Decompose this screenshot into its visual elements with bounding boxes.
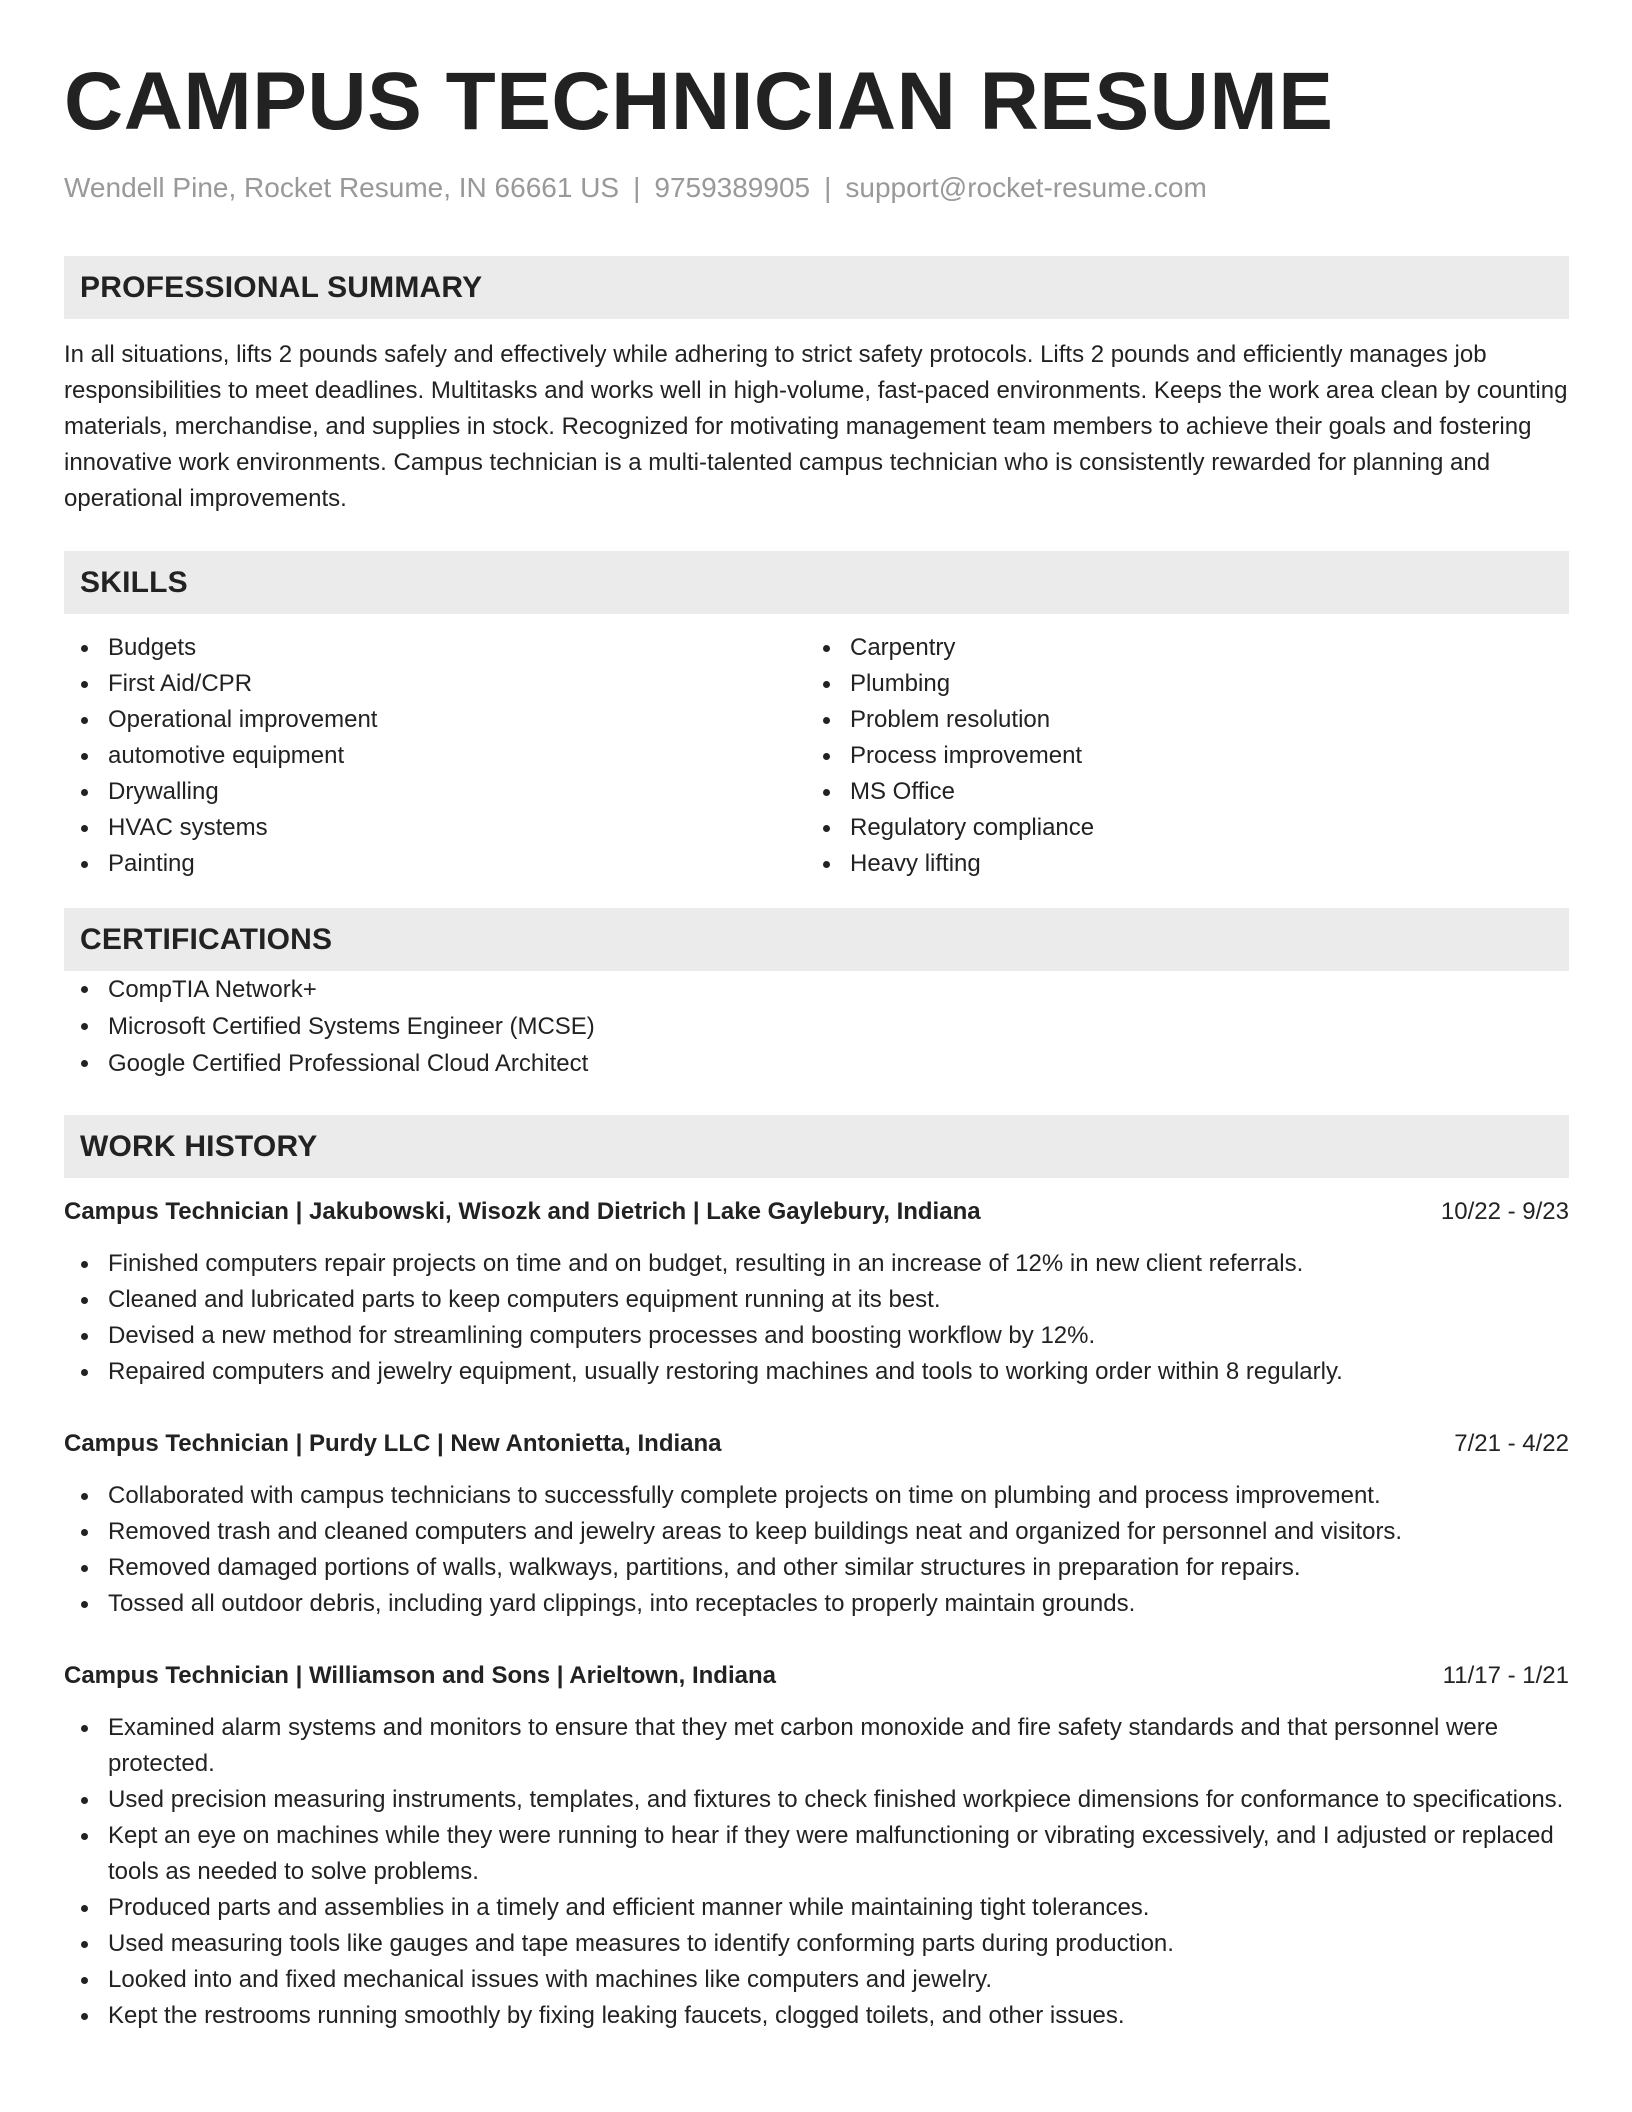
skills-heading: SKILLS — [64, 551, 1569, 614]
job-title: Campus Technician | Williamson and Sons | Arieltown, Indiana — [64, 1662, 776, 1689]
skill-item: Budgets — [64, 630, 806, 666]
job-header — [64, 1658, 1569, 1694]
work-history-heading: WORK HISTORY — [64, 1115, 1569, 1178]
job-title: Campus Technician | Jakubowski, Wisozk and Dietrich | Lake Gaylebury, Indiana — [64, 1198, 981, 1225]
job-dates: 11/17 - 1/21 — [1442, 1662, 1569, 1689]
skill-item: Process improvement — [806, 738, 1548, 774]
skills-right-column — [806, 630, 1548, 882]
skill-item: Plumbing — [806, 666, 1548, 702]
job-header — [64, 1426, 1569, 1462]
contact-separator: | — [633, 172, 641, 203]
skill-item: MS Office — [806, 774, 1548, 810]
job-bullet: Examined alarm systems and monitors to ensure that they met carbon monoxide and fire safety standards and that personnel were protected. — [64, 1710, 1569, 1782]
skills-columns — [64, 630, 1569, 882]
job-entry — [64, 1426, 1569, 1622]
skill-item: Drywalling — [64, 774, 806, 810]
job-bullet: Removed trash and cleaned computers and jewelry areas to keep buildings neat and organized for personnel and visitors. — [64, 1514, 1569, 1550]
skill-item: Problem resolution — [806, 702, 1548, 738]
certification-item: CompTIA Network+ — [64, 971, 1569, 1008]
job-dates: 7/21 - 4/22 — [1454, 1430, 1569, 1457]
job-bullet: Looked into and fixed mechanical issues with machines like computers and jewelry. — [64, 1962, 1569, 1998]
job-bullet: Kept an eye on machines while they were running to hear if they were malfunctioning or vibrating excessively, and I adjusted or replaced tools as needed to solve problems. — [64, 1818, 1569, 1890]
contact-line — [64, 170, 1569, 206]
job-bullets — [64, 1478, 1569, 1622]
contact-phone: 9759389905 — [654, 172, 811, 203]
job-bullet: Cleaned and lubricated parts to keep computers equipment running at its best. — [64, 1282, 1569, 1318]
job-bullet: Collaborated with campus technicians to successfully complete projects on time on plumbing and process improvement. — [64, 1478, 1569, 1514]
job-bullet: Finished computers repair projects on time and on budget, resulting in an increase of 12% in new client referrals. — [64, 1246, 1569, 1282]
skill-item: Carpentry — [806, 630, 1548, 666]
job-bullet: Tossed all outdoor debris, including yard clippings, into receptacles to properly maintain grounds. — [64, 1586, 1569, 1622]
skill-item: First Aid/CPR — [64, 666, 806, 702]
skills-left-column — [64, 630, 806, 882]
job-entry — [64, 1194, 1569, 1390]
certifications-list — [64, 971, 1569, 1082]
summary-heading: PROFESSIONAL SUMMARY — [64, 256, 1569, 319]
skill-item: HVAC systems — [64, 810, 806, 846]
job-bullet: Devised a new method for streamlining computers processes and boosting workflow by 12%. — [64, 1318, 1569, 1354]
job-bullet: Kept the restrooms running smoothly by fixing leaking faucets, clogged toilets, and other issues. — [64, 1998, 1569, 2034]
skill-item: Operational improvement — [64, 702, 806, 738]
certification-item: Google Certified Professional Cloud Architect — [64, 1045, 1569, 1082]
job-bullet: Used measuring tools like gauges and tape measures to identify conforming parts during production. — [64, 1926, 1569, 1962]
job-bullets — [64, 1710, 1569, 2034]
job-title: Campus Technician | Purdy LLC | New Antonietta, Indiana — [64, 1430, 722, 1457]
job-bullet: Removed damaged portions of walls, walkways, partitions, and other similar structures in preparation for repairs. — [64, 1550, 1569, 1586]
contact-address: Wendell Pine, Rocket Resume, IN 66661 US — [64, 172, 620, 203]
skill-item: Painting — [64, 846, 806, 882]
skill-item: Regulatory compliance — [806, 810, 1548, 846]
certifications-heading: CERTIFICATIONS — [64, 908, 1569, 971]
job-bullet: Produced parts and assemblies in a timely and efficient manner while maintaining tight tolerances. — [64, 1890, 1569, 1926]
skill-item: Heavy lifting — [806, 846, 1548, 882]
job-bullets — [64, 1246, 1569, 1390]
job-bullet: Repaired computers and jewelry equipment, usually restoring machines and tools to working order within 8 regularly. — [64, 1354, 1569, 1390]
job-bullet: Used precision measuring instruments, templates, and fixtures to check finished workpiece dimensions for conformance to specifications. — [64, 1782, 1569, 1818]
contact-separator: | — [824, 172, 832, 203]
job-dates: 10/22 - 9/23 — [1440, 1198, 1569, 1225]
skill-item: automotive equipment — [64, 738, 806, 774]
contact-email: support@rocket-resume.com — [845, 172, 1207, 203]
certification-item: Microsoft Certified Systems Engineer (MCSE) — [64, 1008, 1569, 1045]
page-title: CAMPUS TECHNICIAN RESUME — [64, 56, 1334, 147]
summary-text: In all situations, lifts 2 pounds safely and effectively while adhering to strict safety protocols. Lifts 2 pounds and efficiently manages job responsibilities to meet deadlines. Multitasks and works well in high-volume, fast-paced environments. Keeps the work area clean by counting materials, merchandise, and supplies in stock. Recognized for motivating management team members to achieve their goals and fostering innovative work environments. Campus technician is a multi-talented campus technician who is consistently rewarded for planning and operational improvements. — [64, 341, 1568, 512]
job-header — [64, 1194, 1569, 1230]
job-entry — [64, 1658, 1569, 2034]
